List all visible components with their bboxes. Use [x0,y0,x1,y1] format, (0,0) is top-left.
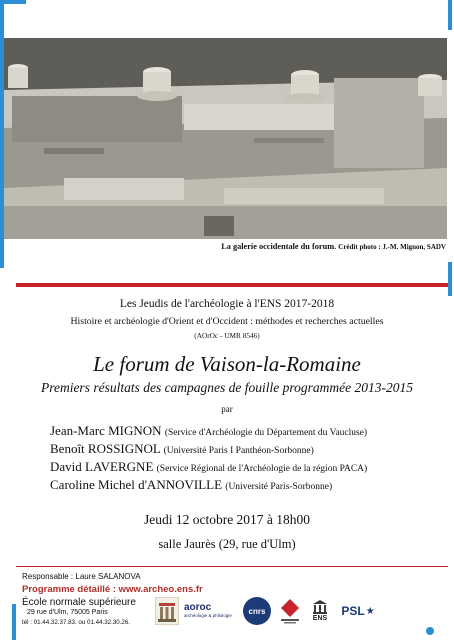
speaker-item [50,423,367,441]
programme-link[interactable]: Programme détaillé : www.archeo.ens.fr [22,584,203,595]
speaker-affiliation: (Université Paris-Sorbonne) [225,482,333,492]
photo-caption [4,242,446,251]
partner-logos [154,596,380,628]
by-label: par [221,404,233,414]
psl-logo [338,596,378,626]
ens-logo [308,596,332,626]
speaker-name: Jean-Marc MIGNON [50,423,162,438]
red-divider [16,283,448,287]
lecture-subtitle: Premiers résultats des campagnes de fouille programmée 2013-2015 [40,380,414,395]
ens-archeo-logo [154,596,180,626]
aoroc-logo [184,596,236,626]
photo-credit: Crédit photo : J.-M. Mignon, SADV [338,243,446,251]
psl-name: PSL [341,604,365,618]
top-accent-bar [0,0,26,4]
ens-building-icon [312,599,328,615]
aoroc-name: aoroc [184,602,212,613]
institution-address: 29 rue d'Ulm, 75005 Paris [27,609,108,616]
footer-divider [16,566,448,567]
right-accent-bar [448,262,452,296]
institution-name: École normale supérieure [22,597,136,608]
lecture-title: Le forum de Vaison-la-Romaine [93,352,361,376]
ephe-logo [276,596,304,626]
speaker-affiliation: (Service Régional de l'Archéologie de la région PACA) [156,464,368,474]
ens-name: ENS [312,615,328,622]
caption-text: La galerie occidentale du forum. [221,242,337,251]
institution-phone: tél : 01.44.32.37.83. ou 01.44.32.30.26. [22,619,131,626]
series-subtitle: Histoire et archéologie d'Orient et d'Occident : méthodes et recherches actuelles [70,316,384,327]
speaker-list [50,423,367,495]
event-date: Jeudi 12 octobre 2017 à 18h00 [143,512,311,527]
speaker-affiliation: (Service d'Archéologie du Département du Vaucluse) [164,428,368,438]
cnrs-name: cnrs [248,606,266,616]
lab-label: (AOrOc - UMR 8546) [194,331,260,340]
forum-photo [4,38,447,239]
responsable-label: Responsable : Laure SALANOVA [22,572,141,581]
speaker-item [50,459,367,477]
cnrs-logo [242,596,272,626]
psl-star-icon: ★ [365,605,375,617]
aoroc-subtitle: archéologie & philologie [184,613,232,618]
top-right-accent-bar [448,0,452,30]
speaker-name: Benoît ROSSIGNOL [50,441,161,456]
series-title: Les Jeudis de l'archéologie à l'ENS 2017-2018 [119,298,335,310]
speaker-name: David LAVERGNE [50,459,154,474]
speaker-name: Caroline Michel d'ANNOVILLE [50,477,223,492]
bottom-left-accent-bar [12,604,16,640]
corner-dot [426,627,434,635]
speaker-affiliation: (Université Paris I Panthéon-Sorbonne) [163,446,314,456]
speaker-item [50,441,367,459]
speaker-item [50,477,367,495]
event-venue: salle Jaurès (29, rue d'Ulm) [158,537,296,551]
